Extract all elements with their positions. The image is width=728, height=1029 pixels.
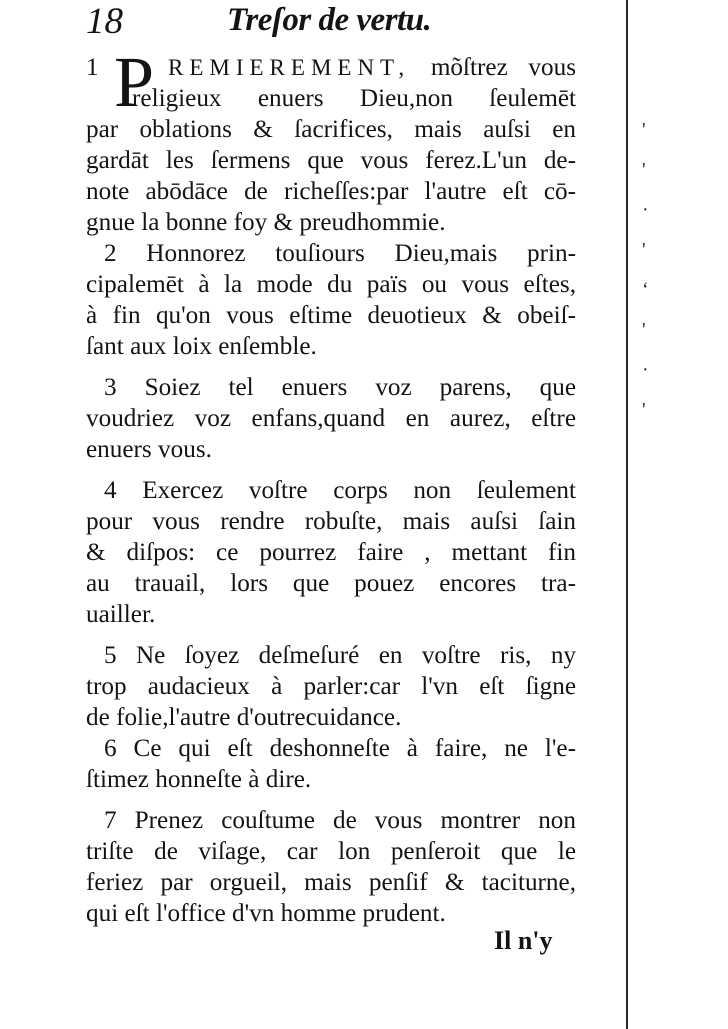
paragraph-6-number: 6	[104, 735, 117, 762]
paragraph-3-line-3: enuers vous.	[86, 436, 212, 463]
body-text	[86, 42, 577, 929]
paragraph-4-line-2: pour vous rendre robuſte, mais auſsi ſain	[86, 508, 576, 535]
paragraph-2-line-2: cipalemēt à la mode du païs ou vous eſtes,	[86, 271, 576, 298]
page-edge-rule	[626, 0, 628, 1029]
paragraph-2-line-3: à fin qu'on vous eſtime deuotieux & obeiſ-	[86, 302, 576, 329]
paragraph-5-line-1	[86, 640, 576, 671]
paragraph-4-line-1	[86, 475, 576, 506]
paragraph-4-number: 4	[104, 477, 117, 504]
first-word-rest: REMIEREMENT,	[168, 55, 411, 80]
paragraph-7-line-4: qui eſt l'office d'vn homme prudent.	[86, 900, 446, 927]
margin-marks: ' ' · ' ʻ ' · '	[642, 119, 649, 421]
paragraph-5-line-3: de folie,l'autre d'outrecuidance.	[86, 704, 402, 731]
paragraph-3-line-1	[86, 372, 576, 403]
paragraph-7-line-1-text: Prenez couſtume de vous montrer non	[134, 807, 576, 834]
paragraph-4-line-3: & diſpos: ce pourrez faire , mettant fin	[86, 539, 576, 566]
drop-cap: P	[114, 42, 155, 122]
paragraph-3-line-1-text: Soiez tel enuers voz parens, que	[144, 374, 577, 401]
paragraph-7-number: 7	[104, 807, 117, 834]
paragraph-6-line-1	[86, 733, 576, 764]
paragraph-4-line-4: au trauail, lors que pouez encores tra-	[86, 570, 576, 597]
paragraph-6-line-2: ſtimez honneſte à dire.	[86, 766, 312, 793]
page-header	[86, 0, 586, 44]
paragraph-1-line-6: gnue la bonne foy & preudhommie.	[86, 209, 446, 236]
catchword: Il n'y	[494, 926, 553, 955]
paragraph-5-line-2: trop audacieux à parler:car l'vn eſt ſigne	[86, 673, 576, 700]
paragraph-7-line-3: feriez par orgueil, mais penſif & taciturne,	[86, 869, 576, 896]
paragraph-1-line-4: gardāt les ſermens que vous ferez.L'un de-	[86, 147, 576, 174]
paragraph-5-line-1-text: Ne ſoyez deſmeſuré en voſtre ris, ny	[135, 642, 577, 669]
paragraph-7-line-2: triſte de viſage, car lon penſeroit que le	[86, 838, 576, 865]
paragraph-2-line-4: ſant aux loix enſemble.	[86, 333, 317, 360]
paragraph-1-line-1-text: mõſtrez vous	[430, 54, 577, 81]
paragraph-4-line-1-text: Exercez voſtre corps non ſeulement	[142, 477, 577, 504]
paragraph-3-number: 3	[104, 374, 117, 401]
paragraph-6-line-1-text: Ce qui eſt deshonneſte à faire, ne l'e-	[133, 735, 577, 762]
paragraph-2-line-1	[86, 238, 576, 269]
paragraph-1-line-5: note abōdāce de richeſſes:par l'autre eſt cō-	[86, 178, 576, 205]
paragraph-5-number: 5	[104, 642, 117, 669]
paragraph-1-number: 1	[86, 54, 99, 81]
paragraph-4-line-5: uailler.	[86, 601, 156, 628]
paragraph-2-line-1-text: Honnorez touſiours Dieu,mais prin-	[146, 240, 576, 267]
running-title: Treſor de vertu.	[227, 2, 432, 38]
paragraph-2-number: 2	[104, 240, 117, 267]
paragraph-7-line-1	[86, 805, 576, 836]
paragraph-1-line-2: religieux enuers Dieu,non ſeulemēt	[132, 85, 576, 112]
page-number: 18	[86, 1, 123, 42]
paragraph-1-line-3: par oblations & ſacrifices, mais auſsi en	[86, 116, 576, 143]
paragraph-3-line-2: voudriez voz enfans,quand en aurez, eſtre	[86, 405, 576, 432]
